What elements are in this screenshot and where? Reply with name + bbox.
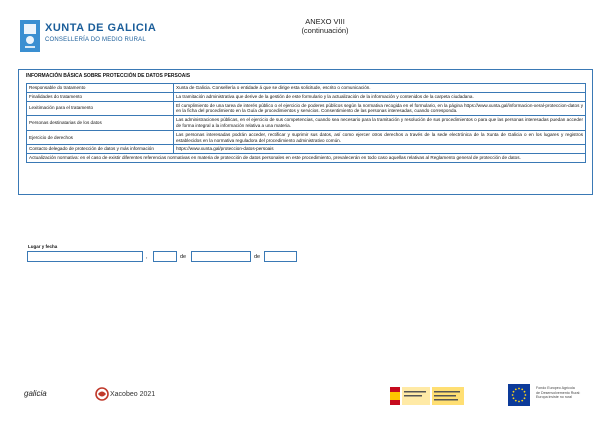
row-label: Personas destinatarias de los datos (27, 116, 174, 131)
de-separator-1: de (180, 254, 187, 260)
row-value: https://www.xunta.gal/proteccion-datos-persoais (174, 145, 586, 154)
table-row (27, 84, 586, 93)
month-input[interactable] (191, 251, 251, 262)
row-label: Contacto delegado de protección de datos y más información (27, 145, 174, 154)
annex-header (260, 17, 390, 35)
galicia-logo: galicia (24, 389, 47, 398)
eu-fund-text (536, 386, 580, 400)
eu-text-line: de Desenvolvemento Rural: (536, 390, 581, 395)
table-row (27, 145, 586, 154)
row-value: Las personas interesadas podrán acceder, rectificar y suprimir sus datos, así como ejercer otros derechos a través de la sede electrónica de la Xunta de Galicia o en los lugares y registros establecidos en la normativa reguladora del procedimiento administrativo común. (174, 130, 586, 145)
org-name: XUNTA DE GALICIA (45, 22, 157, 34)
spain-government-logo (390, 385, 464, 407)
de-separator-2: de (254, 254, 261, 260)
eu-text-line: Fondo Europeo Agrícola (536, 386, 575, 390)
row-value: La tramitación administrativa que derive de la gestión de este formulario y la actualización de la información y contenidos de la carpeta ciudadana. (174, 92, 586, 101)
year-input[interactable] (264, 251, 297, 262)
row-label: Responsable do tratamento (27, 84, 174, 93)
place-date-label: Lugar y fecha (28, 244, 58, 249)
annex-title: ANEXO VIII (305, 17, 345, 26)
department-name: CONSELLERÍA DO MEDIO RURAL (45, 37, 146, 43)
place-input[interactable] (27, 251, 143, 262)
row-value: Xunta de Galicia. Consellería o entidade á que se dirige esta solicitude, escrito o comunicación. (174, 84, 586, 93)
data-protection-title: INFORMACIÓN BÁSICA SOBRE PROTECCIÓN DE DATOS PERSOAIS (26, 73, 191, 79)
eu-text-line: Europa inviste no rural (536, 395, 572, 400)
day-input[interactable] (153, 251, 177, 262)
legal-note: Actualización normativa: en el caso de existir diferentes referencias normativas en materia de protección de datos personales en este procedimiento, prevalecerán en todo caso aquellas relativas al Reglamento general de protección de datos. (27, 154, 586, 163)
table-row (27, 116, 586, 131)
row-label: Ejercicio de derechos (27, 130, 174, 145)
row-label: Lexitimación para el tratamento (27, 101, 174, 116)
table-row (27, 154, 586, 163)
table-row (27, 130, 586, 145)
row-label: Finalidades do tratamento (27, 92, 174, 101)
xacobeo-icon (95, 387, 109, 406)
eu-flag-icon (508, 384, 530, 406)
table-row (27, 92, 586, 101)
row-value: Las administraciones públicas, en el ejercicio de sus competencias, cuando sea necesario para la tramitación y resolución de sus procedimientos o para que las personas interesadas puedan acceder de forma integral a la información relativa a una materia. (174, 116, 586, 131)
xunta-shield-logo (20, 20, 40, 52)
table-row (27, 101, 586, 116)
row-value: El cumplimiento de una tarea de interés público o el ejercicio de poderes públicos según la normativa recogida en el formulario, en la página https://www.xunta.gal/informacion-xeral-proteccion-datos y en la ficha del procedimiento en la Guía de procedimientos y servicios. Consentimiento de las personas interesadas, cuando corresponda. (174, 101, 586, 116)
xacobeo-logo-text: Xacobeo 2021 (110, 391, 156, 398)
comma-separator: , (146, 254, 148, 260)
data-protection-table (26, 83, 586, 163)
annex-subtitle: (continuación) (301, 26, 349, 35)
